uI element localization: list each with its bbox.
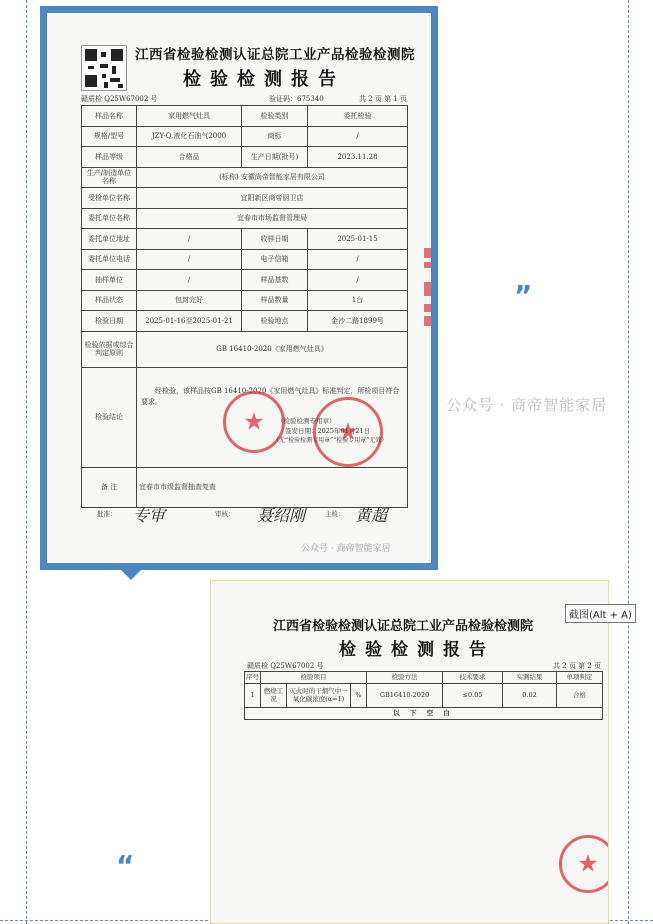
cell-label: 样品数量 (242, 290, 308, 311)
cell-label: 商标 (242, 126, 308, 147)
cell-label: 检验类别 (242, 106, 308, 127)
cell-label: 样品基数 (242, 270, 308, 291)
row-cell: 燃烧工况 (261, 684, 287, 708)
verify-code: 验证码：675340 (269, 95, 324, 103)
cell-value: 宜阳新区商帝厨卫店 (137, 188, 408, 209)
conclusion-text: 经检验，该样品按GB 16410-2020《家用燃气灶具》标准判定，所检项目符合要求。 (137, 367, 408, 467)
main-inspector-signature: 黄超 (355, 506, 388, 525)
report-number-2: 赣质检 Q25W67002 号 (247, 662, 324, 670)
main-inspector-label: 主检： (325, 510, 345, 518)
cell-label: 生产日期(批号) (242, 147, 308, 168)
cell-value: 宜春市市场监督管理局 (137, 208, 408, 229)
cell-value: 家用燃气灶具 (137, 106, 242, 127)
cell-label: 抽样单位 (82, 270, 137, 291)
cell-label: 检验依据或综合判定原则 (82, 331, 137, 367)
header-cell: 实测结果 (503, 672, 557, 684)
header-cell: 检验项目 (261, 672, 367, 684)
header-cell: 检验方法 (367, 672, 443, 684)
row-cell: % (351, 684, 367, 708)
frame-pointer (120, 569, 142, 580)
header-cell: 序号 (245, 672, 261, 684)
result-table (244, 671, 603, 720)
side-watermark: 公众号 · 商帝智能家居 (446, 396, 608, 414)
seal-stamp-1: ★ (223, 391, 285, 453)
cell-label: 检验日期 (82, 311, 137, 332)
cell-label: 电子信箱 (242, 249, 308, 270)
report-page-1-frame (40, 6, 438, 570)
seal-stamp-3: ★ (559, 835, 609, 893)
cell-label: 委托单位地址 (82, 229, 137, 250)
cell-value: JZY-Q,液化石油气2000 (137, 126, 242, 147)
screenshot-tooltip: 截图(Alt + A) (565, 604, 636, 623)
cell-value: / (137, 229, 242, 250)
quote-close-icon: ” (514, 279, 533, 312)
cell-label: 备 注 (82, 467, 137, 507)
qr-code (81, 45, 127, 91)
approver-signature: 专审 (133, 506, 166, 525)
row-cell: 0.02 (503, 684, 557, 708)
cell-label: 生产/制造单位名称 (82, 167, 137, 188)
cell-value: 合格品 (137, 147, 242, 168)
row-cell: 1 (245, 684, 261, 708)
issue-date: 签发日期：2025年01月21日 (285, 427, 371, 435)
header-cell: 技术要求 (443, 672, 503, 684)
cell-label: 委托单位名称 (82, 208, 137, 229)
cell-label: 样品状态 (82, 290, 137, 311)
cell-label: 检验地点 (242, 311, 308, 332)
page-watermark: 公众号 · 商帝智能家居 (301, 544, 391, 554)
quote-open-icon: “ (116, 849, 135, 882)
cell-label: 样品等级 (82, 147, 137, 168)
report-page-2 (210, 580, 609, 924)
cell-value: 宜春市市级监督抽查复查 (137, 467, 408, 507)
reviewer-label: 审核： (215, 510, 235, 518)
seal-caption: （检验检测专用章） (277, 417, 336, 425)
dashed-guide-left (26, 0, 27, 924)
report-number: 赣质检 Q25W67002 号 (81, 95, 158, 103)
table-row (245, 684, 603, 708)
cell-label: 受检单位名称 (82, 188, 137, 209)
cell-value: 2025-01-15 (308, 229, 408, 250)
report-page-1 (47, 13, 431, 563)
cell-value: / (137, 249, 242, 270)
cell-label: 委托单位电话 (82, 249, 137, 270)
cell-label: 收样日期 (242, 229, 308, 250)
seal-note: （无“检验检测专用章”“检验专用章”无效） (273, 437, 388, 444)
cell-value: GB 16410-2020《家用燃气灶具》 (137, 331, 408, 367)
dashed-guide-right (628, 0, 629, 924)
row-cell: ≤0.05 (443, 684, 503, 708)
org-title-2: 江西省检验检测认证总院工业产品检验检测院 (273, 619, 534, 634)
report-title: 检验检测报告 (183, 69, 345, 90)
row-cell: 合格 (557, 684, 603, 708)
cell-value: 金沙二路1899号 (308, 311, 408, 332)
cell-value: 1台 (308, 290, 408, 311)
header-cell: 单项判定 (557, 672, 603, 684)
cell-label: 检验结论 (82, 367, 137, 467)
page-info: 共 2 页 第 1 页 (358, 95, 407, 103)
blank-marker: 以 下 空 白 (245, 708, 603, 720)
cell-label: 规格/型号 (82, 126, 137, 147)
cell-value: / (308, 126, 408, 147)
row-cell: GB16410-2020 (367, 684, 443, 708)
cell-value: / (137, 270, 242, 291)
reviewer-signature: 聂绍刚 (257, 506, 306, 525)
cell-value: 包封完好 (137, 290, 242, 311)
cell-value: / (308, 270, 408, 291)
cell-value: / (308, 249, 408, 270)
org-title: 江西省检验检测认证总院工业产品检验检测院 (135, 47, 415, 63)
cell-value: 2023.11.28 (308, 147, 408, 168)
cell-value: (标称) 安徽尚帝智能家居有限公司 (137, 167, 408, 188)
approver-label: 批准： (97, 510, 117, 518)
page-info-2: 共 2 页 第 2 页 (552, 662, 601, 670)
report-title-2: 检验检测报告 (339, 640, 495, 660)
row-cell: 灭火时的干烟气中一氧化碳浓度(α=1) (287, 684, 351, 708)
seal-stamp-2: ★ (313, 397, 383, 467)
seal-fragment (424, 248, 432, 326)
cell-label: 样品名称 (82, 106, 137, 127)
cell-value: 委托检验 (308, 106, 408, 127)
cell-value: 2025-01-16至2025-01-21 (137, 311, 242, 332)
